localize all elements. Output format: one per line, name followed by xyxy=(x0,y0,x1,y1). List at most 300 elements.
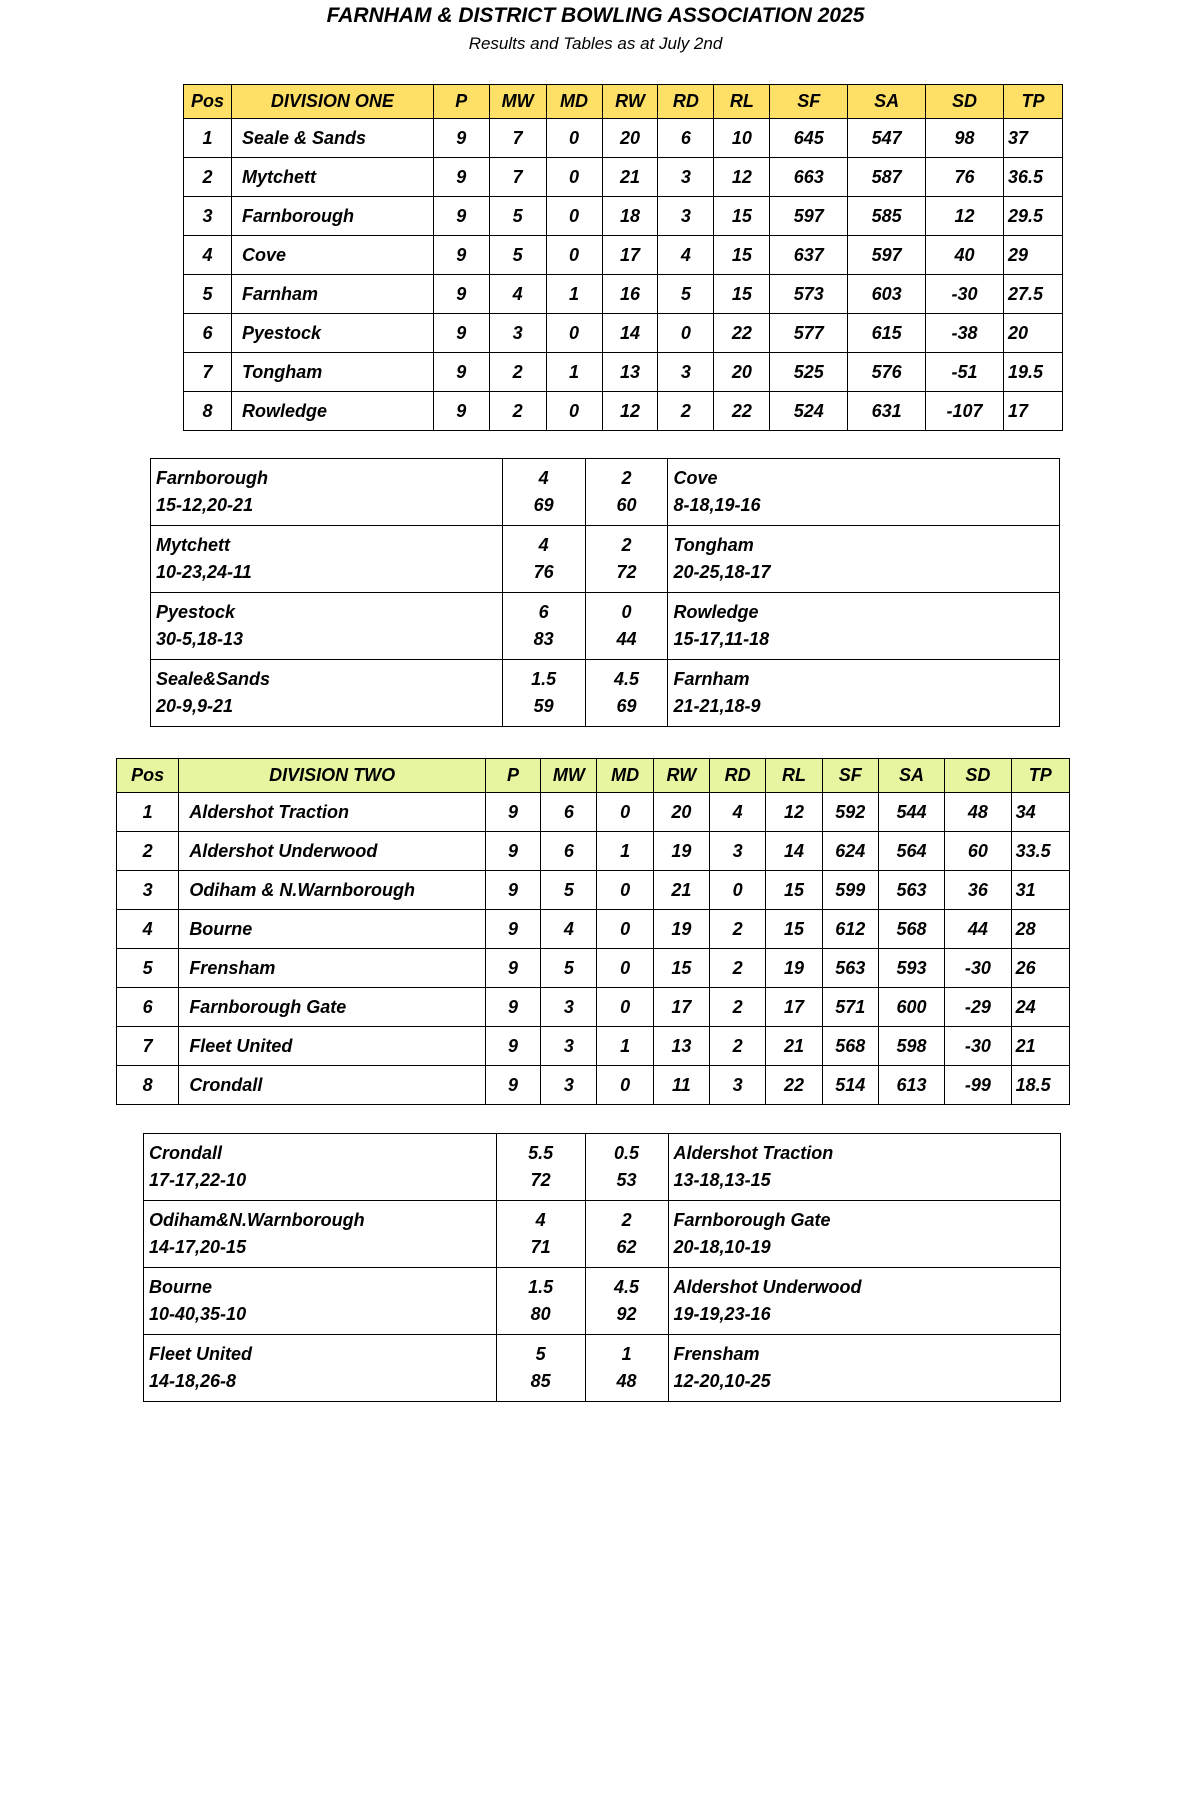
column-header: RW xyxy=(653,759,709,793)
table-cell: 0 xyxy=(597,949,653,988)
table-cell: 599 xyxy=(822,871,878,910)
home-score-cell-line1: 5 xyxy=(535,1344,546,1364)
column-header: TP xyxy=(1011,759,1069,793)
table-cell: 5 xyxy=(489,197,546,236)
column-header: MD xyxy=(546,85,602,119)
table-cell: 9 xyxy=(433,119,489,158)
team-name-cell: Pyestock xyxy=(231,314,433,353)
table-cell: 12 xyxy=(602,392,658,431)
home-team-cell xyxy=(144,1335,497,1402)
away-team-cell xyxy=(668,1201,1060,1268)
result-row xyxy=(144,1335,1061,1402)
table-cell: 0 xyxy=(546,119,602,158)
away-score-cell xyxy=(585,1268,668,1335)
table-cell: 9 xyxy=(433,197,489,236)
column-header: TP xyxy=(1003,85,1062,119)
table-cell: 20 xyxy=(1003,314,1062,353)
away-score-cell-line1: 2 xyxy=(621,535,632,555)
table-cell: 7 xyxy=(117,1027,179,1066)
table-cell: 24 xyxy=(1011,988,1069,1027)
table-cell: 564 xyxy=(878,832,944,871)
away-team-cell-line2: 15-17,11-18 xyxy=(673,629,770,649)
home-team-cell xyxy=(151,459,503,526)
away-team-cell xyxy=(668,459,1060,526)
table-cell: 9 xyxy=(433,353,489,392)
column-header: RD xyxy=(658,85,714,119)
table-cell: -107 xyxy=(926,392,1004,431)
home-team-cell xyxy=(144,1134,497,1201)
division-two-results xyxy=(143,1133,1061,1402)
table-cell: 9 xyxy=(485,949,540,988)
home-score-cell xyxy=(496,1201,585,1268)
table-cell: 4 xyxy=(117,910,179,949)
away-team-cell-line2: 13-18,13-15 xyxy=(673,1170,771,1190)
table-cell: -29 xyxy=(945,988,1011,1027)
division-one-body xyxy=(184,119,1063,431)
away-team-cell-line2: 20-18,10-19 xyxy=(673,1237,771,1257)
table-cell: 33.5 xyxy=(1011,832,1069,871)
table-cell: 15 xyxy=(714,275,770,314)
table-cell: 592 xyxy=(822,793,878,832)
table-cell: 76 xyxy=(926,158,1004,197)
column-header: MW xyxy=(541,759,597,793)
table-cell: 0 xyxy=(597,871,653,910)
table-cell: 29.5 xyxy=(1003,197,1062,236)
table-cell: 0 xyxy=(597,793,653,832)
result-row xyxy=(144,1268,1061,1335)
home-team-cell-line1: Seale&Sands xyxy=(156,669,271,689)
column-header: SF xyxy=(822,759,878,793)
home-score-cell-line2: 85 xyxy=(530,1371,551,1391)
away-score-cell-line1: 0 xyxy=(621,602,632,622)
away-team-cell-line2: 21-21,18-9 xyxy=(673,696,761,716)
table-cell: 1 xyxy=(184,119,232,158)
table-cell: 9 xyxy=(485,832,540,871)
table-row xyxy=(117,832,1070,871)
table-cell: 27.5 xyxy=(1003,275,1062,314)
table-cell: 645 xyxy=(770,119,848,158)
table-cell: 663 xyxy=(770,158,848,197)
table-cell: -30 xyxy=(945,1027,1011,1066)
home-team-cell xyxy=(151,660,503,727)
result-row xyxy=(151,660,1060,727)
table-cell: 31 xyxy=(1011,871,1069,910)
table-row xyxy=(117,871,1070,910)
table-cell: 0 xyxy=(546,158,602,197)
home-team-cell-line2: 30-5,18-13 xyxy=(156,629,244,649)
home-score-cell xyxy=(496,1335,585,1402)
division-one-table xyxy=(183,84,1063,431)
column-header: Pos xyxy=(117,759,179,793)
table-cell: 34 xyxy=(1011,793,1069,832)
table-cell: 9 xyxy=(485,1066,540,1105)
away-score-cell-line1: 2 xyxy=(621,1210,632,1230)
table-cell: 4 xyxy=(710,793,766,832)
column-header: P xyxy=(485,759,540,793)
away-score-cell-line2: 92 xyxy=(616,1304,637,1324)
table-cell: 597 xyxy=(848,236,926,275)
away-score-cell-line2: 53 xyxy=(616,1170,637,1190)
away-team-cell-line1: Cove xyxy=(673,468,718,488)
home-score-cell-line1: 4 xyxy=(538,468,549,488)
table-cell: 3 xyxy=(117,871,179,910)
table-cell: 0 xyxy=(597,910,653,949)
table-cell: 5 xyxy=(489,236,546,275)
table-cell: 12 xyxy=(926,197,1004,236)
home-team-cell-line1: Mytchett xyxy=(156,535,231,555)
table-cell: 9 xyxy=(485,793,540,832)
home-team-cell-line2: 10-23,24-11 xyxy=(156,562,252,582)
table-cell: 19 xyxy=(653,832,709,871)
division-two-results-body xyxy=(144,1134,1061,1402)
table-cell: 20 xyxy=(653,793,709,832)
table-cell: 2 xyxy=(184,158,232,197)
away-score-cell-line1: 4.5 xyxy=(614,1277,640,1297)
table-cell: 18.5 xyxy=(1011,1066,1069,1105)
away-score-cell-line2: 72 xyxy=(616,562,637,582)
table-cell: 1 xyxy=(597,832,653,871)
table-cell: 12 xyxy=(714,158,770,197)
result-row xyxy=(144,1201,1061,1268)
column-header: DIVISION ONE xyxy=(231,85,433,119)
home-score-cell-line2: 80 xyxy=(530,1304,551,1324)
away-score-cell-line1: 2 xyxy=(621,468,632,488)
table-cell: 4 xyxy=(184,236,232,275)
table-cell: 14 xyxy=(766,832,822,871)
away-score-cell xyxy=(585,593,668,660)
away-team-cell-line1: Rowledge xyxy=(673,602,759,622)
away-team-cell xyxy=(668,593,1060,660)
table-cell: 29 xyxy=(1003,236,1062,275)
home-team-cell-line2: 15-12,20-21 xyxy=(156,495,254,515)
table-cell: 3 xyxy=(184,197,232,236)
column-header: SF xyxy=(770,85,848,119)
home-team-cell-line2: 20-9,9-21 xyxy=(156,696,234,716)
team-name-cell: Farnborough xyxy=(231,197,433,236)
table-cell: 5 xyxy=(541,949,597,988)
table-cell: 17 xyxy=(653,988,709,1027)
table-cell: 4 xyxy=(489,275,546,314)
away-score-cell xyxy=(585,459,668,526)
table-cell: 2 xyxy=(658,392,714,431)
table-cell: 60 xyxy=(945,832,1011,871)
table-row xyxy=(184,158,1063,197)
table-cell: 6 xyxy=(658,119,714,158)
table-cell: 3 xyxy=(541,1027,597,1066)
table-cell: 98 xyxy=(926,119,1004,158)
table-row xyxy=(117,949,1070,988)
table-row xyxy=(184,275,1063,314)
table-cell: 2 xyxy=(489,353,546,392)
table-cell: 19 xyxy=(766,949,822,988)
table-cell: 0 xyxy=(710,871,766,910)
team-name-cell: Aldershot Traction xyxy=(179,793,486,832)
home-team-cell xyxy=(151,593,503,660)
table-cell: 2 xyxy=(710,988,766,1027)
table-cell: 5 xyxy=(541,871,597,910)
table-cell: 615 xyxy=(848,314,926,353)
column-header: MD xyxy=(597,759,653,793)
division-one-header-row xyxy=(184,85,1063,119)
division-one-results-body xyxy=(151,459,1060,727)
table-cell: 17 xyxy=(602,236,658,275)
table-cell: 598 xyxy=(878,1027,944,1066)
team-name-cell: Mytchett xyxy=(231,158,433,197)
table-cell: 577 xyxy=(770,314,848,353)
table-cell: 16 xyxy=(602,275,658,314)
home-score-cell-line2: 76 xyxy=(533,562,554,582)
result-row xyxy=(151,526,1060,593)
table-cell: 3 xyxy=(710,1066,766,1105)
team-name-cell: Farnham xyxy=(231,275,433,314)
team-name-cell: Odiham & N.Warnborough xyxy=(179,871,486,910)
table-cell: 21 xyxy=(766,1027,822,1066)
table-cell: 22 xyxy=(714,392,770,431)
home-score-cell xyxy=(502,526,585,593)
table-cell: 13 xyxy=(602,353,658,392)
table-row xyxy=(117,793,1070,832)
table-cell: 576 xyxy=(848,353,926,392)
table-cell: 17 xyxy=(766,988,822,1027)
table-cell: 2 xyxy=(710,949,766,988)
table-cell: 6 xyxy=(184,314,232,353)
table-cell: -51 xyxy=(926,353,1004,392)
table-row xyxy=(117,1066,1070,1105)
division-one-header xyxy=(184,85,1063,119)
table-cell: 9 xyxy=(433,158,489,197)
team-name-cell: Farnborough Gate xyxy=(179,988,486,1027)
table-row xyxy=(184,236,1063,275)
table-cell: 612 xyxy=(822,910,878,949)
division-two-body xyxy=(117,793,1070,1105)
table-cell: 15 xyxy=(714,236,770,275)
table-cell: 40 xyxy=(926,236,1004,275)
home-score-cell-line2: 71 xyxy=(530,1237,551,1257)
table-cell: 2 xyxy=(117,832,179,871)
home-team-cell-line1: Bourne xyxy=(149,1277,212,1297)
team-name-cell: Bourne xyxy=(179,910,486,949)
table-cell: 36 xyxy=(945,871,1011,910)
table-cell: 15 xyxy=(653,949,709,988)
column-header: SD xyxy=(926,85,1004,119)
away-team-cell-line1: Frensham xyxy=(673,1344,760,1364)
away-team-cell-line1: Tongham xyxy=(673,535,754,555)
table-cell: -30 xyxy=(926,275,1004,314)
page-subtitle: Results and Tables as at July 2nd xyxy=(468,34,723,53)
team-name-cell: Tongham xyxy=(231,353,433,392)
table-cell: 3 xyxy=(541,1066,597,1105)
table-cell: 3 xyxy=(658,197,714,236)
table-cell: 8 xyxy=(184,392,232,431)
away-score-cell-line1: 4.5 xyxy=(613,669,640,689)
table-cell: 5 xyxy=(658,275,714,314)
table-cell: 1 xyxy=(546,275,602,314)
table-cell: 22 xyxy=(714,314,770,353)
home-score-cell-line1: 1.5 xyxy=(528,1277,554,1297)
table-cell: 37 xyxy=(1003,119,1062,158)
table-cell: 0 xyxy=(546,314,602,353)
home-team-cell-line2: 10-40,35-10 xyxy=(149,1304,247,1324)
table-cell: 563 xyxy=(822,949,878,988)
table-cell: 4 xyxy=(541,910,597,949)
division-two-header xyxy=(117,759,1070,793)
table-row xyxy=(117,910,1070,949)
table-cell: 2 xyxy=(710,910,766,949)
table-cell: 9 xyxy=(433,314,489,353)
home-score-cell-line2: 69 xyxy=(533,495,554,515)
table-cell: 20 xyxy=(714,353,770,392)
team-name-cell: Aldershot Underwood xyxy=(179,832,486,871)
table-cell: 7 xyxy=(184,353,232,392)
table-cell: 514 xyxy=(822,1066,878,1105)
team-name-cell: Rowledge xyxy=(231,392,433,431)
away-score-cell-line2: 69 xyxy=(616,696,637,716)
away-team-cell-line2: 19-19,23-16 xyxy=(673,1304,771,1324)
table-cell: 28 xyxy=(1011,910,1069,949)
table-cell: 12 xyxy=(766,793,822,832)
away-team-cell-line1: Aldershot Traction xyxy=(673,1143,834,1163)
table-cell: 15 xyxy=(714,197,770,236)
result-row xyxy=(151,593,1060,660)
table-cell: 9 xyxy=(485,910,540,949)
table-cell: 18 xyxy=(602,197,658,236)
table-cell: 9 xyxy=(485,1027,540,1066)
away-team-cell-line2: 8-18,19-16 xyxy=(673,495,761,515)
away-score-cell xyxy=(585,1335,668,1402)
home-team-cell-line1: Pyestock xyxy=(156,602,236,622)
table-cell: 1 xyxy=(597,1027,653,1066)
division-one-results xyxy=(150,458,1060,727)
column-header: SA xyxy=(848,85,926,119)
table-cell: 5 xyxy=(117,949,179,988)
home-team-cell-line2: 17-17,22-10 xyxy=(149,1170,247,1190)
table-cell: 7 xyxy=(489,158,546,197)
table-cell: 3 xyxy=(658,158,714,197)
table-cell: 26 xyxy=(1011,949,1069,988)
table-cell: 13 xyxy=(653,1027,709,1066)
table-cell: 563 xyxy=(878,871,944,910)
table-cell: 603 xyxy=(848,275,926,314)
table-cell: 21 xyxy=(653,871,709,910)
home-team-cell-line2: 14-18,26-8 xyxy=(149,1371,237,1391)
home-score-cell xyxy=(496,1268,585,1335)
table-cell: 0 xyxy=(597,988,653,1027)
table-cell: 21 xyxy=(602,158,658,197)
table-cell: 6 xyxy=(117,988,179,1027)
away-team-cell xyxy=(668,660,1060,727)
table-cell: 2 xyxy=(489,392,546,431)
table-cell: 6 xyxy=(541,832,597,871)
home-team-cell-line1: Crondall xyxy=(149,1143,223,1163)
table-cell: 11 xyxy=(653,1066,709,1105)
table-cell: 568 xyxy=(822,1027,878,1066)
column-header: RW xyxy=(602,85,658,119)
table-cell: 5 xyxy=(184,275,232,314)
away-score-cell xyxy=(585,526,668,593)
home-team-cell xyxy=(144,1201,497,1268)
table-cell: 600 xyxy=(878,988,944,1027)
table-cell: 15 xyxy=(766,871,822,910)
away-score-cell-line2: 60 xyxy=(616,495,637,515)
table-row xyxy=(117,1027,1070,1066)
away-team-cell-line1: Farnham xyxy=(673,669,750,689)
table-cell: 544 xyxy=(878,793,944,832)
table-row xyxy=(117,988,1070,1027)
table-cell: 525 xyxy=(770,353,848,392)
home-score-cell-line1: 5.5 xyxy=(528,1143,554,1163)
column-header: MW xyxy=(489,85,546,119)
table-cell: 524 xyxy=(770,392,848,431)
table-cell: -99 xyxy=(945,1066,1011,1105)
table-row xyxy=(184,197,1063,236)
table-cell: 593 xyxy=(878,949,944,988)
team-name-cell: Frensham xyxy=(179,949,486,988)
division-two-header-row xyxy=(117,759,1070,793)
team-name-cell: Fleet United xyxy=(179,1027,486,1066)
table-cell: 568 xyxy=(878,910,944,949)
table-cell: 585 xyxy=(848,197,926,236)
table-cell: 14 xyxy=(602,314,658,353)
home-team-cell-line1: Fleet United xyxy=(149,1344,253,1364)
table-cell: 571 xyxy=(822,988,878,1027)
home-score-cell-line1: 1.5 xyxy=(531,669,557,689)
result-row xyxy=(144,1134,1061,1201)
table-cell: 3 xyxy=(710,832,766,871)
table-cell: 0 xyxy=(546,236,602,275)
page-title: FARNHAM & DISTRICT BOWLING ASSOCIATION 2025 xyxy=(326,4,865,27)
home-team-cell-line2: 14-17,20-15 xyxy=(149,1237,247,1257)
away-score-cell-line2: 48 xyxy=(616,1371,637,1391)
table-cell: 8 xyxy=(117,1066,179,1105)
table-cell: 22 xyxy=(766,1066,822,1105)
away-team-cell-line2: 20-25,18-17 xyxy=(673,562,771,582)
table-cell: 44 xyxy=(945,910,1011,949)
away-score-cell xyxy=(585,1201,668,1268)
table-row xyxy=(184,353,1063,392)
division-two-table xyxy=(116,758,1070,1105)
column-header: RD xyxy=(710,759,766,793)
away-team-cell-line2: 12-20,10-25 xyxy=(673,1371,771,1391)
table-cell: 637 xyxy=(770,236,848,275)
table-cell: 624 xyxy=(822,832,878,871)
home-score-cell-line1: 6 xyxy=(538,602,549,622)
home-score-cell xyxy=(502,593,585,660)
column-header: RL xyxy=(766,759,822,793)
table-cell: 48 xyxy=(945,793,1011,832)
table-cell: 0 xyxy=(658,314,714,353)
away-score-cell xyxy=(585,1134,668,1201)
home-score-cell-line2: 83 xyxy=(533,629,554,649)
column-header: SA xyxy=(878,759,944,793)
table-cell: -38 xyxy=(926,314,1004,353)
away-team-cell-line1: Aldershot Underwood xyxy=(673,1277,862,1297)
table-cell: 547 xyxy=(848,119,926,158)
away-score-cell-line1: 1 xyxy=(621,1344,632,1364)
home-score-cell-line1: 4 xyxy=(538,535,549,555)
team-name-cell: Seale & Sands xyxy=(231,119,433,158)
table-cell: 597 xyxy=(770,197,848,236)
away-score-cell xyxy=(585,660,668,727)
table-cell: 6 xyxy=(541,793,597,832)
team-name-cell: Crondall xyxy=(179,1066,486,1105)
home-score-cell xyxy=(502,459,585,526)
away-team-cell-line1: Farnborough Gate xyxy=(673,1210,831,1230)
table-cell: 573 xyxy=(770,275,848,314)
away-team-cell xyxy=(668,526,1060,593)
away-score-cell-line2: 44 xyxy=(616,629,637,649)
table-cell: 3 xyxy=(658,353,714,392)
table-cell: 587 xyxy=(848,158,926,197)
